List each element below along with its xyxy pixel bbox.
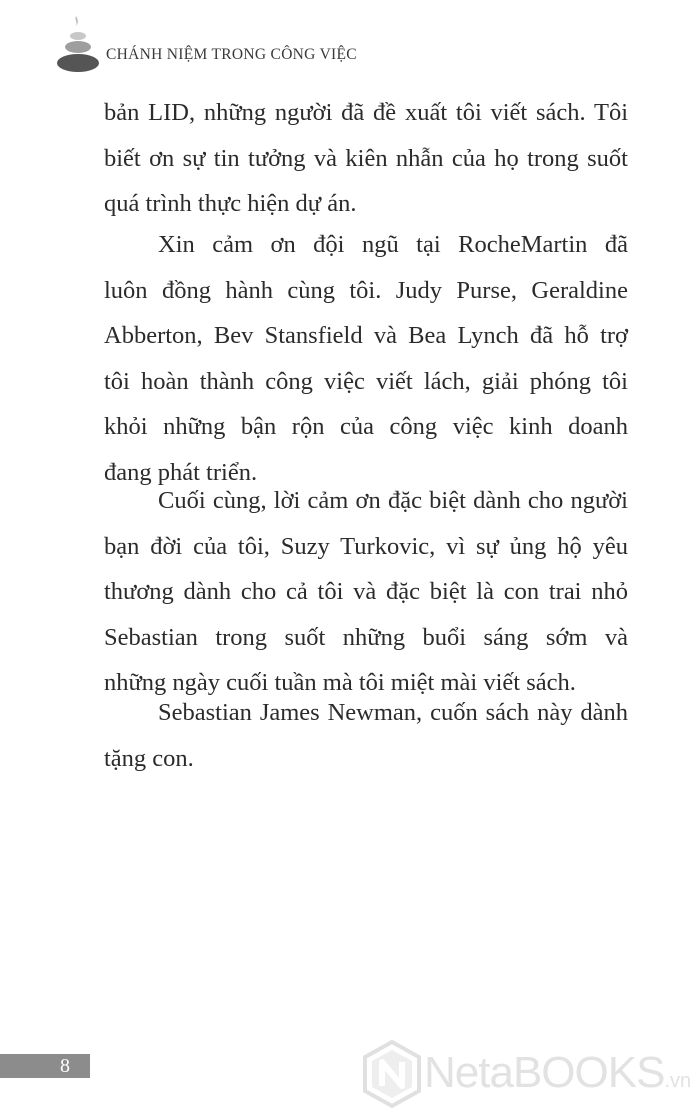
- netabooks-logo-icon: [362, 1040, 422, 1108]
- text-line: những ngày cuối tuần mà tôi miệt mài viết sách.: [104, 669, 576, 696]
- text-line: quá trình thực hiện dự án.: [104, 190, 357, 217]
- text-line: Sebastian trong suốt những buổi sáng sớm và: [104, 623, 628, 651]
- text-line: biết ơn sự tin tưởng và kiên nhẫn của họ trong suốt: [104, 144, 628, 172]
- page-number-tab: [0, 1054, 90, 1078]
- watermark-suffix: .vn: [664, 1070, 692, 1092]
- watermark-text: [424, 1048, 691, 1098]
- text-line: khỏi những bận rộn của công việc kinh doanh: [104, 413, 628, 440]
- text-line: tặng con.: [104, 744, 194, 772]
- text-line: đang phát triển.: [104, 458, 258, 486]
- text-line: bản LID, những người đã đề xuất tôi viết sách. Tôi: [104, 99, 628, 126]
- watermark-brand: NetaBOOKS: [424, 1048, 665, 1097]
- watermark: [362, 1040, 692, 1110]
- text-line: luôn đồng hành cùng tôi. Judy Purse, Geraldine: [104, 276, 628, 304]
- text-line: Abberton, Bev Stansfield và Bea Lynch đã hỗ trợ: [104, 322, 628, 349]
- running-header-title: CHÁNH NIỆM TRONG CÔNG VIỆC: [106, 46, 357, 63]
- text-line: Sebastian James Newman, cuốn sách này dành: [158, 699, 628, 726]
- text-line: Xin cảm ơn đội ngũ tại RocheMartin đã: [158, 231, 628, 258]
- text-line: thương dành cho cả tôi và đặc biệt là con trai nhỏ: [104, 578, 628, 605]
- text-line: tôi hoàn thành công việc viết lách, giải phóng tôi: [104, 367, 628, 395]
- running-header: [56, 14, 656, 74]
- text-line: Cuối cùng, lời cảm ơn đặc biệt dành cho người: [158, 487, 628, 514]
- stacked-stones-icon: [56, 14, 100, 74]
- text-line: bạn đời của tôi, Suzy Turkovic, vì sự ủng hộ yêu: [104, 532, 628, 560]
- page-number: 8: [60, 1055, 70, 1077]
